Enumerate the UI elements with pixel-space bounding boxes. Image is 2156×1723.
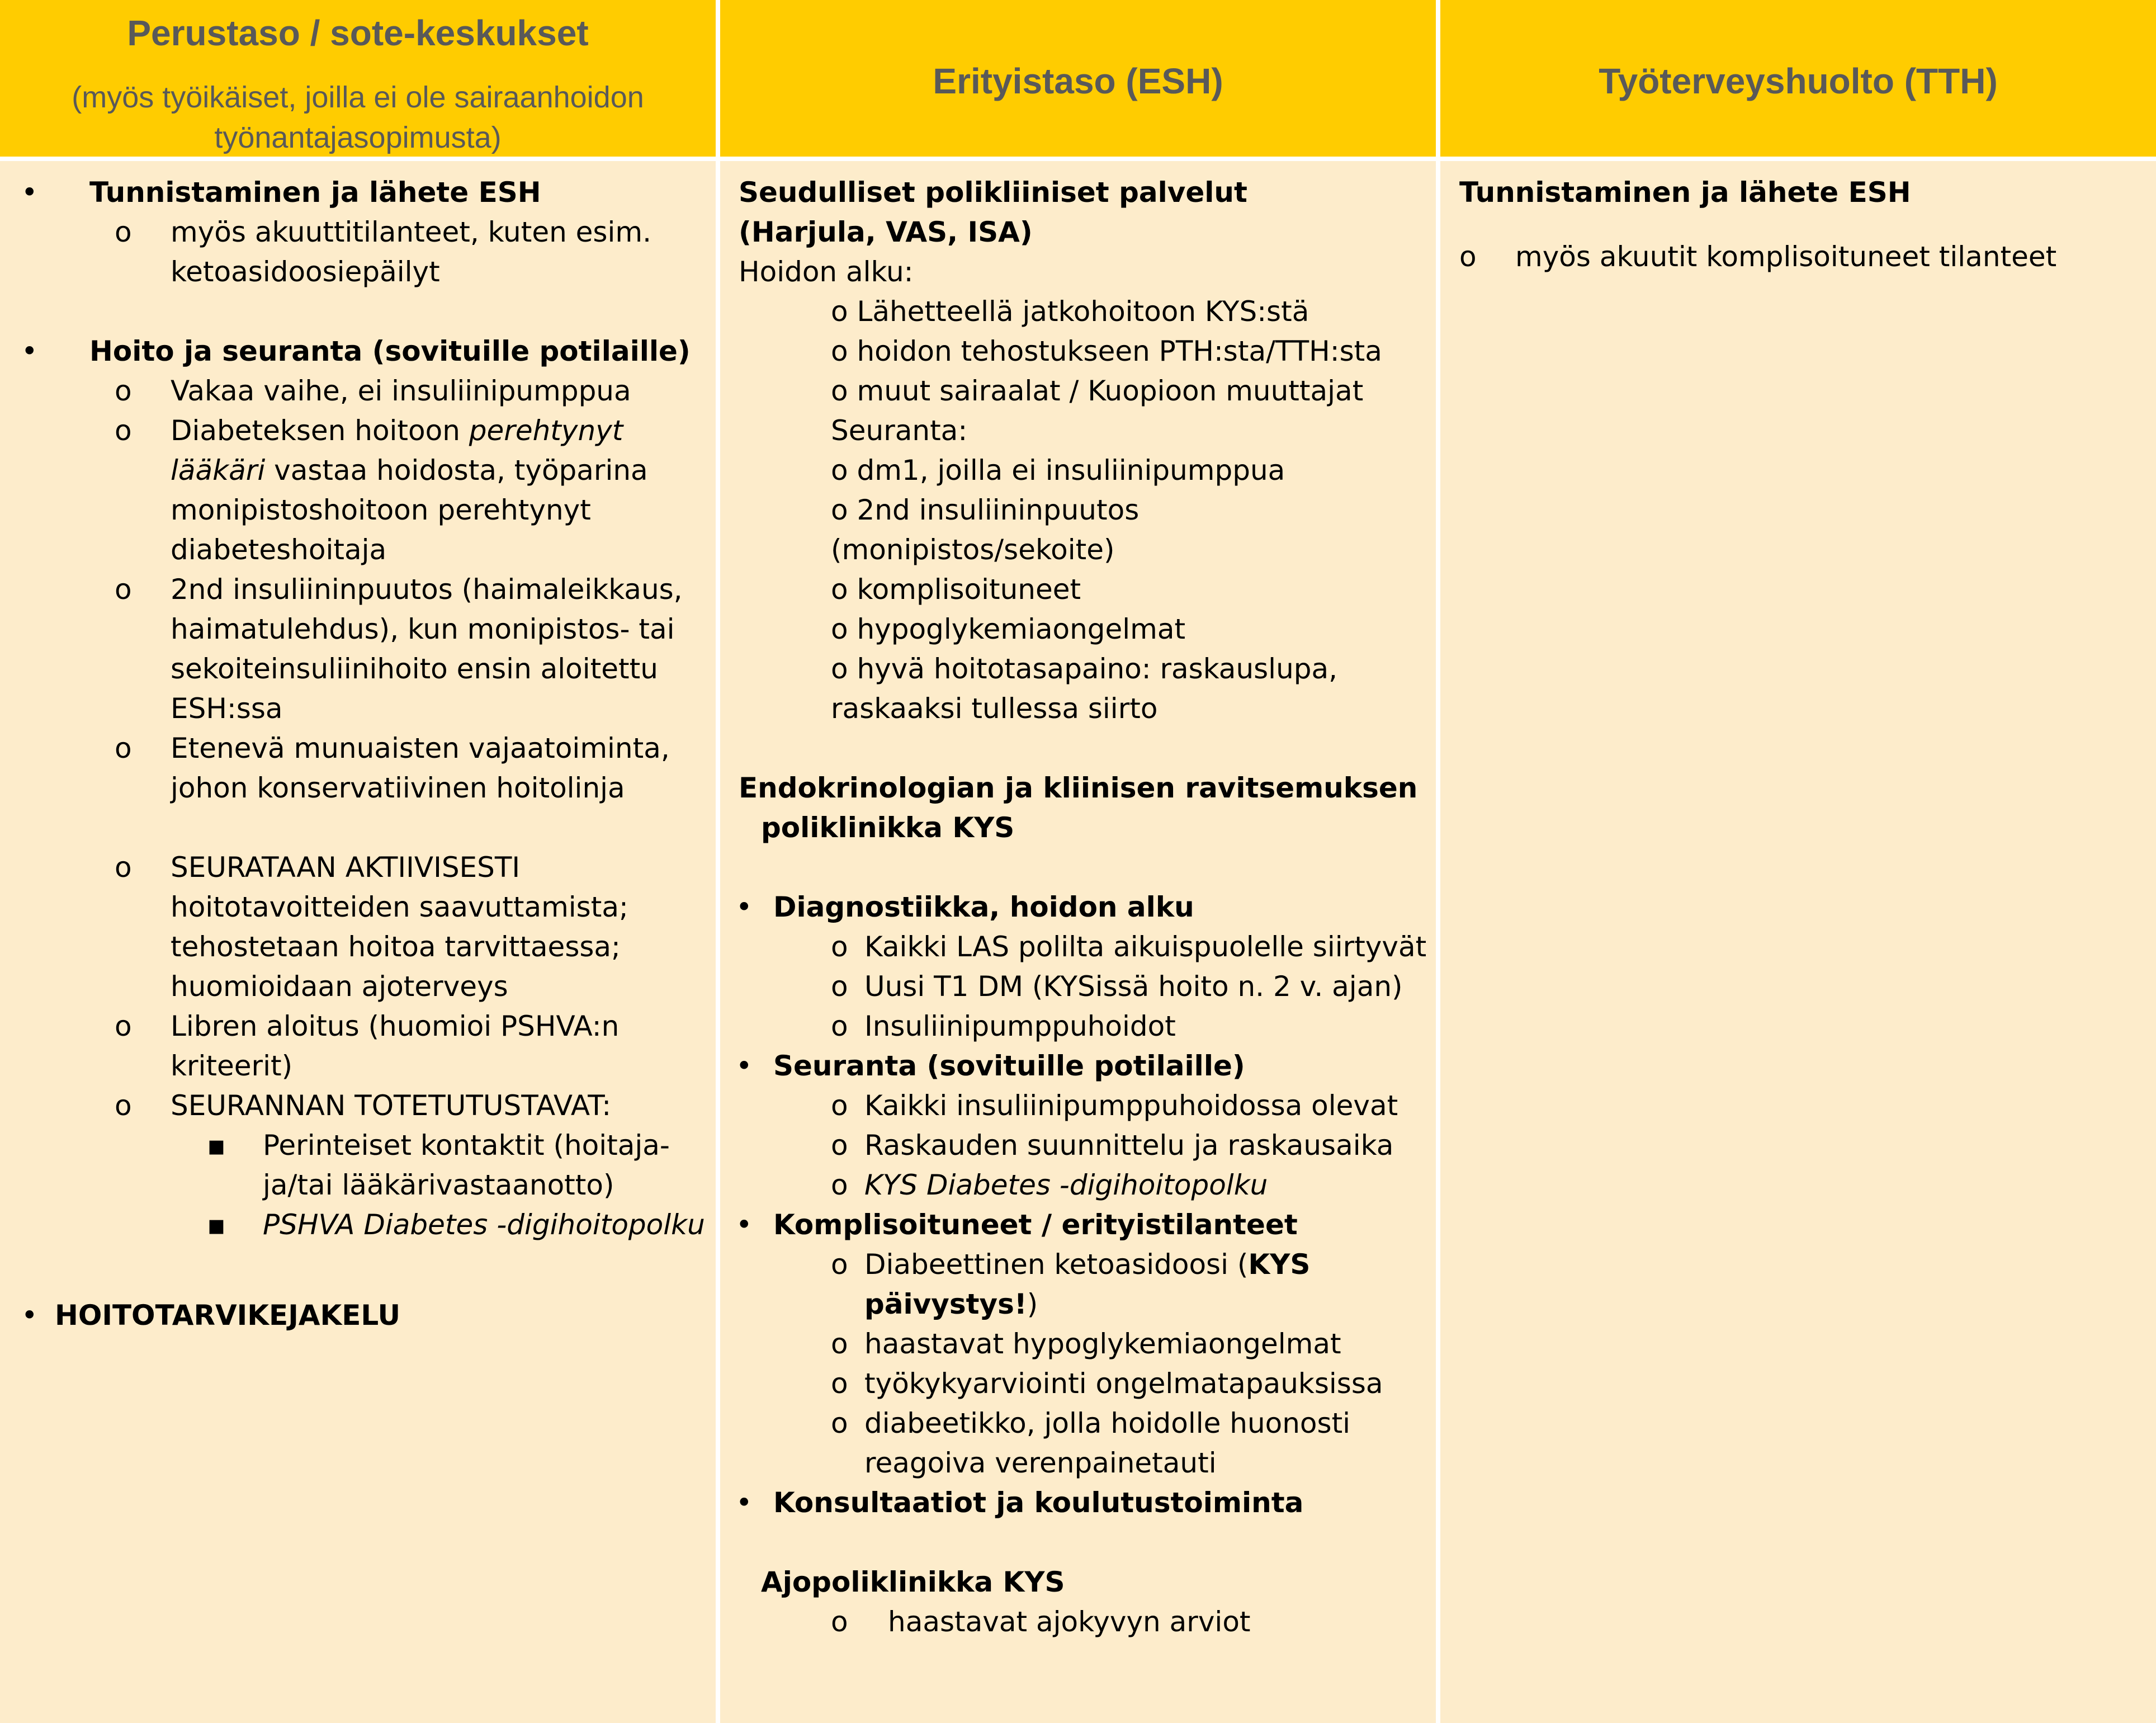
text-span: ) [1027, 1288, 1038, 1320]
list-item: haimatulehdus), kun monipistos- tai [171, 613, 675, 645]
list-item: 2nd insuliininpuutos (haimaleikkaus, [171, 573, 683, 606]
bold-span: päivystys! [864, 1288, 1027, 1320]
list-item: diabeteshoitaja [171, 534, 387, 566]
list-heading: Diagnostiikka, hoidon alku [773, 891, 1194, 923]
list-item: diabeetikko, jolla hoidolle huonosti [864, 1407, 1351, 1439]
column-header-perustaso [0, 0, 716, 157]
column-header-tyoterveyshuolto [1440, 0, 2156, 157]
list-item: raskaaksi tullessa siirto [831, 692, 1158, 725]
italic-span: lääkäri [171, 454, 266, 487]
list-item: Vakaa vaihe, ei insuliinipumppua [171, 375, 631, 407]
list-item: o hypoglykemiaongelmat [831, 613, 1186, 645]
list-item: Etenevä munuaisten vajaatoiminta, [171, 732, 670, 764]
list-item: johon konservatiivinen hoitolinja [171, 772, 625, 804]
section-title: Tunnistaminen ja lähete ESH [1459, 176, 1911, 209]
bullet-icon [736, 888, 753, 927]
list-item: o muut sairaalat / Kuopioon muuttajat [831, 375, 1364, 407]
list-item: haastavat hypoglykemiaongelmat [864, 1328, 1341, 1360]
section-title: (Harjula, VAS, ISA) [739, 216, 1033, 248]
circle-bullet-icon [831, 1602, 848, 1642]
list-item: ketoasidoosiepäilyt [171, 256, 440, 288]
italic-span: perehtynyt [469, 414, 623, 447]
circle-bullet-icon [831, 1126, 848, 1165]
list-item: PSHVA Diabetes -digihoitopolku [263, 1209, 705, 1241]
circle-bullet-icon [831, 1364, 848, 1404]
section-title: Tunnistaminen ja lähete ESH [89, 176, 541, 209]
list-item: huomioidaan ajoterveys [171, 970, 508, 1003]
square-bullet-icon [207, 1205, 226, 1245]
list-item: tehostetaan hoitoa tarvittaessa; [171, 931, 621, 963]
text-span: vastaa hoidosta, työparina [265, 454, 648, 487]
text-span: Diabeettinen ketoasidoosi ( [864, 1248, 1249, 1281]
list-item [864, 1285, 1038, 1324]
list-item: o hoidon tehostukseen PTH:sta/TTH:sta [831, 335, 1382, 367]
header-title: Perustaso / sote-keskukset [127, 13, 589, 53]
list-item: reagoiva verenpainetauti [864, 1447, 1217, 1479]
list-item: KYS Diabetes -digihoitopolku [864, 1169, 1268, 1201]
list-item: työkykyarviointi ongelmatapauksissa [864, 1367, 1383, 1400]
circle-bullet-icon [831, 1007, 848, 1046]
list-item [171, 451, 648, 490]
list-item: ESH:ssa [171, 692, 283, 725]
circle-bullet-icon [831, 1245, 848, 1285]
list-item: SEURANNAN TOTETUTUSTAVAT: [171, 1089, 612, 1122]
bullet-icon [736, 1483, 753, 1523]
list-item: Perinteiset kontaktit (hoitaja- [263, 1129, 670, 1162]
list-item: myös akuuttitilanteet, kuten esim. [171, 216, 651, 248]
list-item: (monipistos/sekoite) [831, 534, 1115, 566]
text-span: Diabeteksen hoitoon [171, 414, 469, 447]
header-subtitle-line: (myös työikäiset, joilla ei ole sairaanhoidon [72, 81, 644, 114]
bullet-icon [736, 1205, 753, 1245]
list-item: monipistoshoitoon perehtynyt [171, 494, 591, 526]
circle-bullet-icon [115, 1007, 132, 1046]
section-subtitle: Hoidon alku: [739, 256, 914, 288]
header-subtitle [11, 77, 705, 158]
list-item: SEURATAAN AKTIIVISESTI [171, 851, 521, 884]
bold-span: KYS [1248, 1248, 1311, 1281]
list-item: Raskauden suunnittelu ja raskausaika [864, 1129, 1394, 1162]
column-body-tyoterveyshuolto [1440, 161, 2156, 1723]
circle-bullet-icon [115, 411, 132, 451]
circle-bullet-icon [115, 371, 132, 411]
list-heading: Seuranta (sovituille potilaille) [773, 1050, 1245, 1082]
bullet-icon [21, 1296, 38, 1335]
section-title: HOITOTARVIKEJAKELU [55, 1299, 401, 1332]
section-title: Endokrinologian ja kliinisen ravitsemuksen [739, 772, 1418, 804]
section-title: Ajopoliklinikka KYS [761, 1566, 1065, 1598]
header-title: Erityistaso (ESH) [933, 61, 1223, 101]
bullet-icon [21, 332, 38, 371]
list-item: Kaikki LAS polilta aikuispuolelle siirtyvät [864, 931, 1427, 963]
list-item: o Lähetteellä jatkohoitoon KYS:stä [831, 295, 1309, 328]
list-item: Kaikki insuliinipumppuhoidossa olevat [864, 1089, 1398, 1122]
list-item: ja/tai lääkärivastaanotto) [263, 1169, 614, 1201]
circle-bullet-icon [831, 1086, 848, 1126]
section-title: Seudulliset polikliiniset palvelut [739, 176, 1247, 209]
circle-bullet-icon [1459, 237, 1477, 277]
list-item: Seuranta: [831, 414, 968, 447]
list-item: o dm1, joilla ei insuliinipumppua [831, 454, 1285, 487]
square-bullet-icon [207, 1126, 226, 1165]
list-item: Libren aloitus (huomioi PSHVA:n [171, 1010, 620, 1042]
circle-bullet-icon [831, 1404, 848, 1443]
circle-bullet-icon [115, 1086, 132, 1126]
list-item: myös akuutit komplisoituneet tilanteet [1515, 240, 2057, 273]
list-item: Insuliinipumppuhoidot [864, 1010, 1176, 1042]
circle-bullet-icon [115, 729, 132, 768]
column-header-erityistaso [720, 0, 1436, 157]
list-heading: Konsultaatiot ja koulutustoiminta [773, 1486, 1304, 1519]
circle-bullet-icon [831, 927, 848, 967]
circle-bullet-icon [115, 213, 132, 252]
list-item: o hyvä hoitotasapaino: raskauslupa, [831, 653, 1338, 685]
list-item [171, 411, 623, 451]
list-item: hoitotavoitteiden saavuttamista; [171, 891, 628, 923]
list-item: o 2nd insuliininpuutos [831, 494, 1140, 526]
list-item: Uusi T1 DM (KYSissä hoito n. 2 v. ajan) [864, 970, 1403, 1003]
list-item: kriteerit) [171, 1050, 293, 1082]
bullet-icon [736, 1046, 753, 1086]
list-item: o komplisoituneet [831, 573, 1081, 606]
bullet-icon [21, 173, 38, 213]
list-item [864, 1245, 1310, 1285]
circle-bullet-icon [831, 1324, 848, 1364]
list-item: sekoiteinsuliinihoito ensin aloitettu [171, 653, 658, 685]
section-title: Hoito ja seuranta (sovituille potilaille) [89, 335, 691, 367]
list-item: haastavat ajokyvyn arviot [888, 1606, 1251, 1638]
section-title: poliklinikka KYS [761, 811, 1015, 844]
header-subtitle-line: työnantajasopimusta) [214, 121, 502, 154]
circle-bullet-icon [115, 570, 132, 610]
list-heading: Komplisoituneet / erityistilanteet [773, 1209, 1298, 1241]
header-title: Työterveyshuolto (TTH) [1599, 61, 1998, 101]
circle-bullet-icon [831, 967, 848, 1007]
circle-bullet-icon [115, 848, 132, 888]
circle-bullet-icon [831, 1165, 848, 1205]
